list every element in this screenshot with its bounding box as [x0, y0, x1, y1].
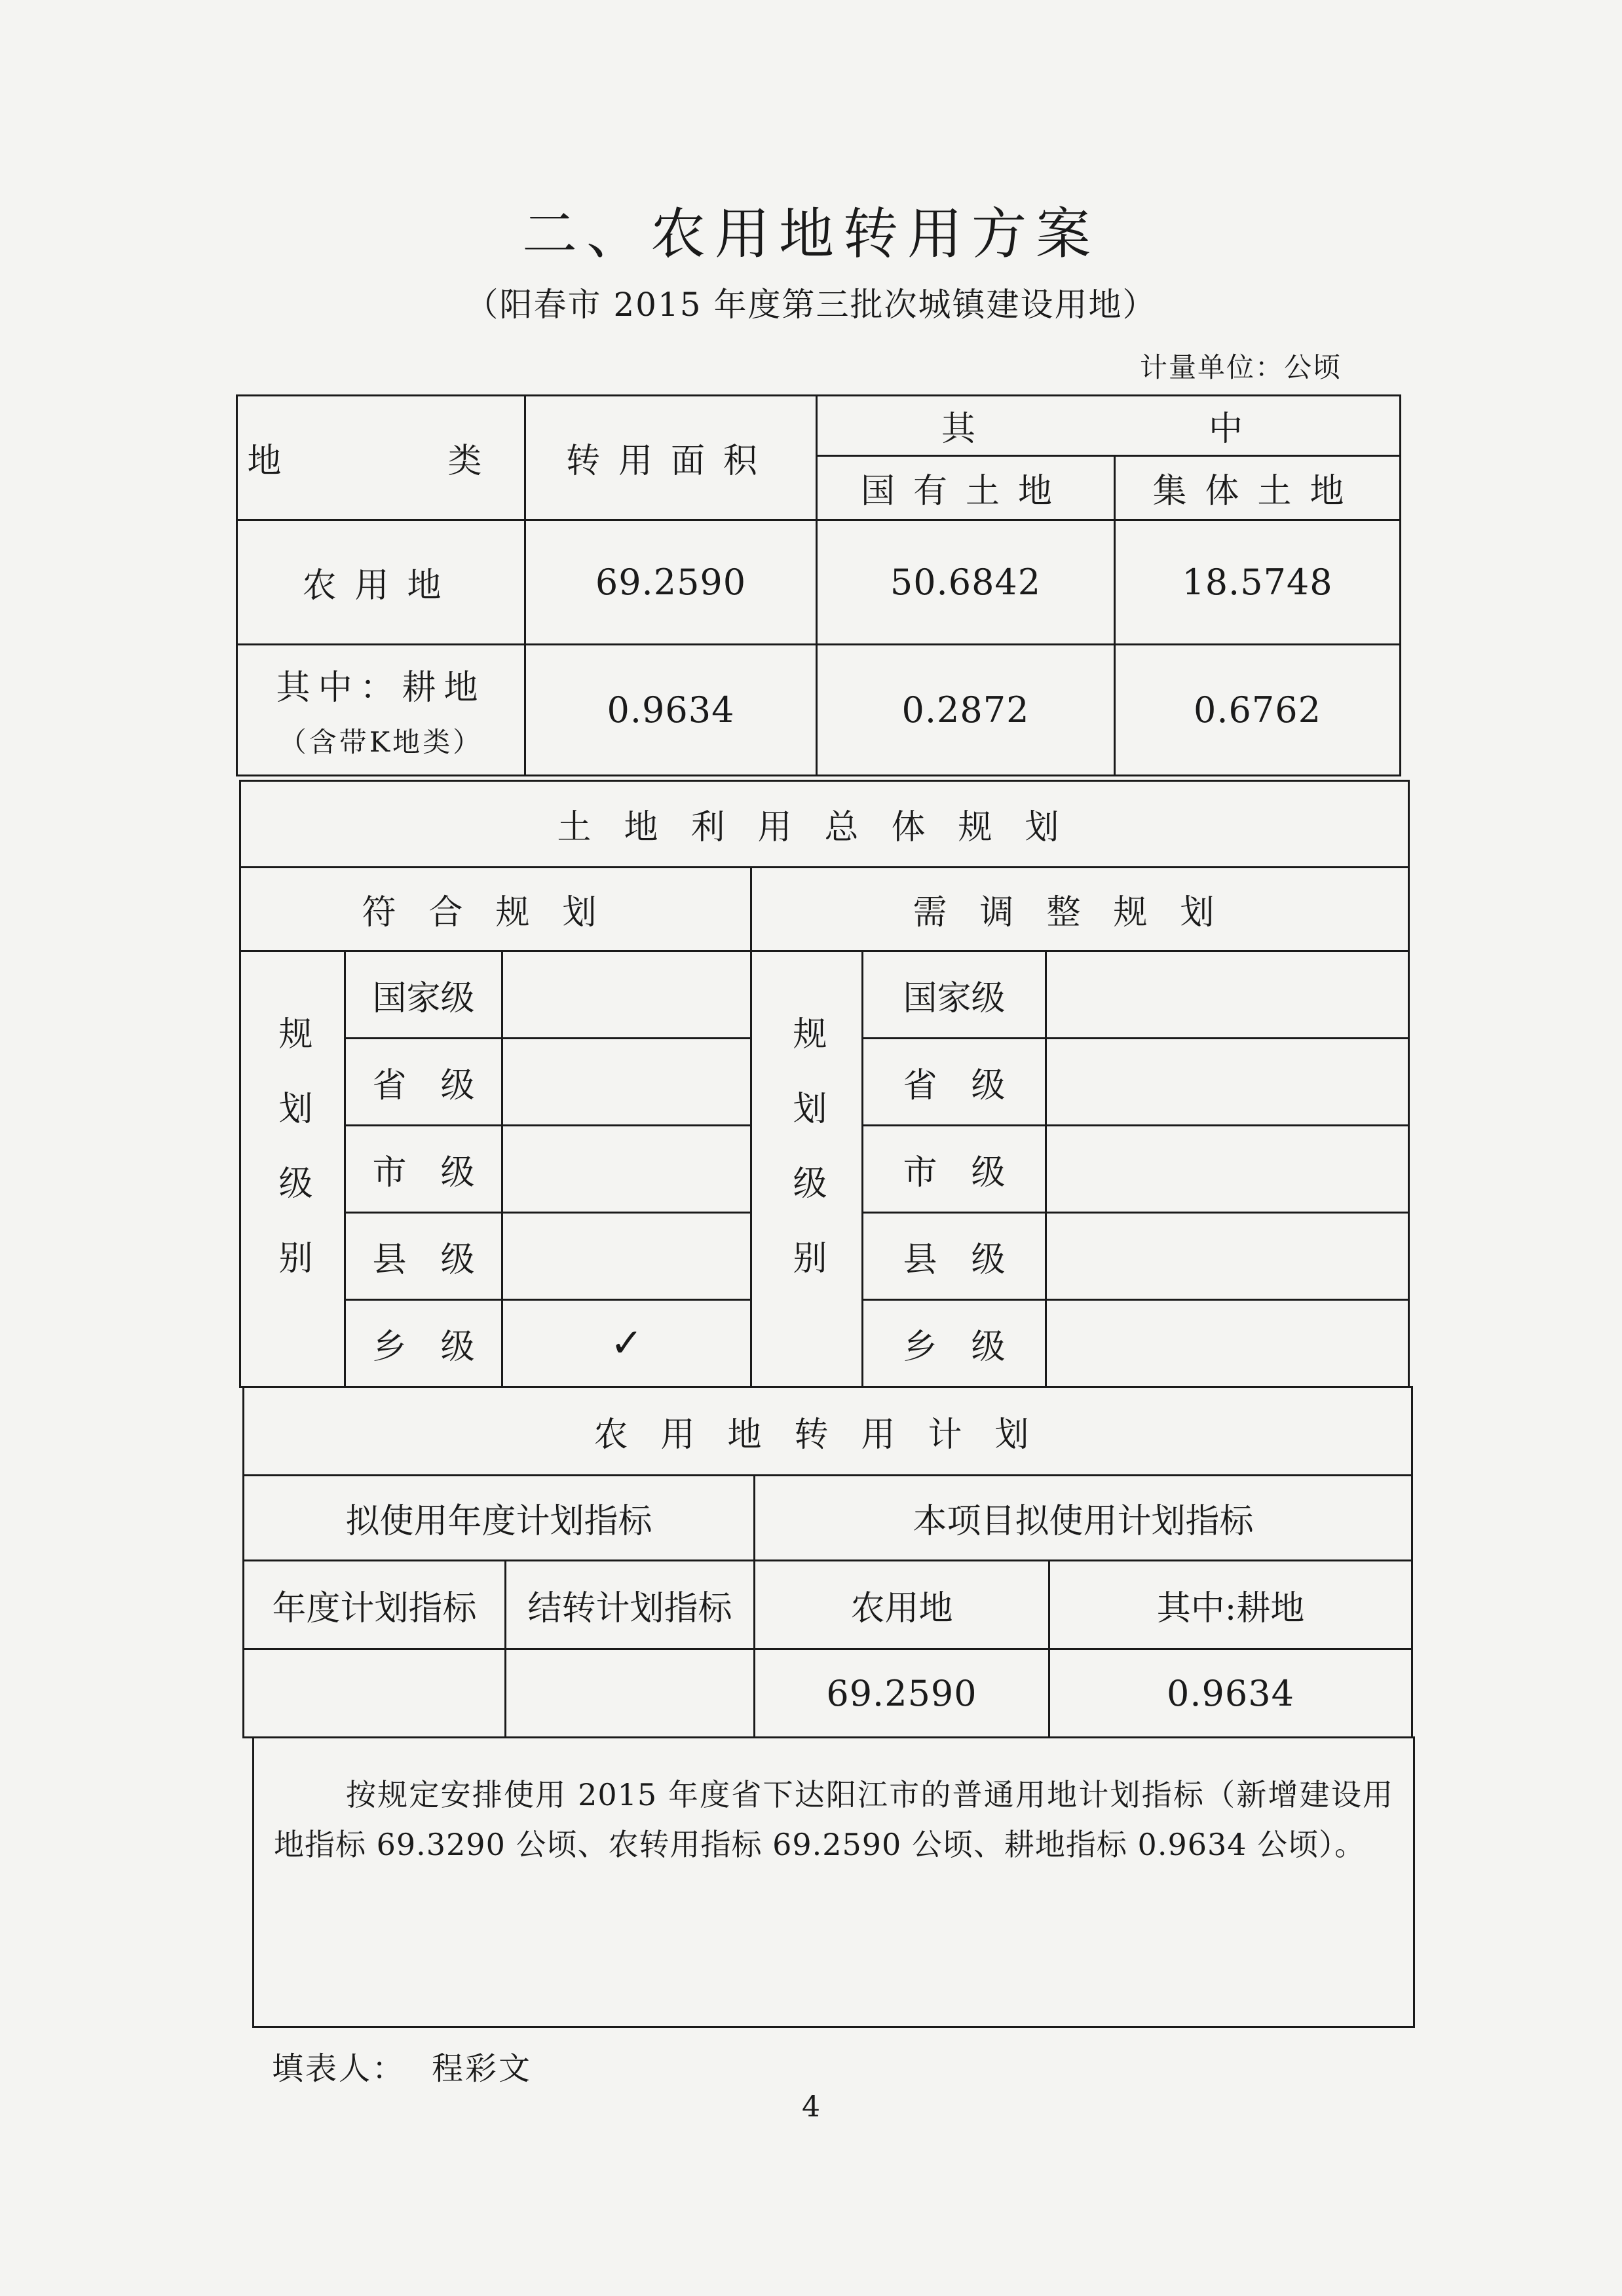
note-box	[252, 1736, 1415, 2028]
conform-mark-province	[502, 1039, 751, 1126]
row-cultivated-state: 0.2872	[817, 645, 1115, 776]
adjust-mark-county	[1046, 1213, 1409, 1300]
row-farmland-label: 农用地	[237, 520, 525, 645]
adjust-level-label: 规划级别	[787, 1015, 826, 1314]
row-farmland-area: 69.2590	[525, 520, 817, 645]
header-of-which: 其 中	[817, 396, 1401, 456]
conform-plan-title: 符合规划	[240, 868, 751, 951]
col-annual-plan: 年度计划指标	[244, 1561, 506, 1649]
header-collective-land: 集体土地	[1115, 456, 1401, 520]
conform-level-county: 县 级	[345, 1213, 502, 1300]
row-cultivated-sublabel: （含带K地类）	[278, 726, 483, 758]
planning-section-title: 土地利用总体规划	[240, 781, 1409, 868]
row-cultivated-label-cell	[237, 645, 525, 776]
row-farmland-state: 50.6842	[817, 520, 1115, 645]
conform-level-township: 乡 级	[345, 1300, 502, 1387]
val-annual-plan	[244, 1649, 506, 1738]
conform-level-city: 市 级	[345, 1126, 502, 1213]
filler-label: 填表人：	[272, 2050, 406, 2087]
adjust-mark-township	[1046, 1300, 1409, 1387]
project-plan-group: 本项目拟使用计划指标	[755, 1476, 1412, 1561]
conform-mark-city	[502, 1126, 751, 1213]
conform-level-label-cell	[240, 951, 345, 1387]
conform-level-province: 省 级	[345, 1039, 502, 1126]
conform-mark-national	[502, 951, 751, 1039]
conform-mark-township: ✓	[502, 1300, 751, 1387]
val-farmland: 69.2590	[755, 1649, 1049, 1738]
filler-line	[272, 2043, 532, 2088]
conversion-table	[236, 394, 1401, 776]
conform-level-national: 国家级	[345, 951, 502, 1039]
adjust-level-national: 国家级	[863, 951, 1046, 1039]
row-cultivated-area: 0.9634	[525, 645, 817, 776]
col-cultivated: 其中:耕地	[1049, 1561, 1412, 1649]
conform-level-label: 规划级别	[273, 1015, 312, 1314]
row-cultivated-label: 其中：耕地	[276, 668, 486, 708]
adjust-mark-city	[1046, 1126, 1409, 1213]
adjust-level-province: 省 级	[863, 1039, 1046, 1126]
filler-name: 程彩文	[432, 2050, 533, 2087]
unit-label: 计量单位：公顷	[1140, 351, 1342, 383]
conform-mark-county	[502, 1213, 751, 1300]
adjust-level-township: 乡 级	[863, 1300, 1046, 1387]
adjust-level-city: 市 级	[863, 1126, 1046, 1213]
annual-plan-group: 拟使用年度计划指标	[244, 1476, 755, 1561]
header-state-land: 国有土地	[817, 456, 1115, 520]
col-farmland: 农用地	[755, 1561, 1049, 1649]
note-text: 按规定安排使用 2015 年度省下达阳江市的普通用地计划指标（新增建设用地指标 69.3290 公顷、农转用指标 69.2590 公顷、耕地指标 0.9634 公顷）。	[274, 1777, 1393, 1862]
page-title: 二、农用地转用方案	[521, 202, 1100, 266]
col-carryover-plan: 结转计划指标	[506, 1561, 755, 1649]
row-farmland-collective: 18.5748	[1115, 520, 1401, 645]
plan-section-title: 农用地转用计划	[244, 1387, 1412, 1476]
adjust-level-label-cell	[751, 951, 863, 1387]
page-number: 4	[802, 2090, 820, 2124]
val-carryover-plan	[506, 1649, 755, 1738]
adjust-mark-national	[1046, 951, 1409, 1039]
val-cultivated: 0.9634	[1049, 1649, 1412, 1738]
page-subtitle: （阳春市 2015 年度第三批次城镇建设用地）	[465, 286, 1157, 324]
adjust-plan-title: 需调整规划	[751, 868, 1409, 951]
row-cultivated-collective: 0.6762	[1115, 645, 1401, 776]
header-landtype: 地 类	[237, 396, 525, 520]
planning-table	[239, 780, 1410, 1388]
conversion-plan-table	[242, 1386, 1413, 1738]
header-area: 转用面积	[525, 396, 817, 520]
adjust-level-county: 县 级	[863, 1213, 1046, 1300]
adjust-mark-province	[1046, 1039, 1409, 1126]
